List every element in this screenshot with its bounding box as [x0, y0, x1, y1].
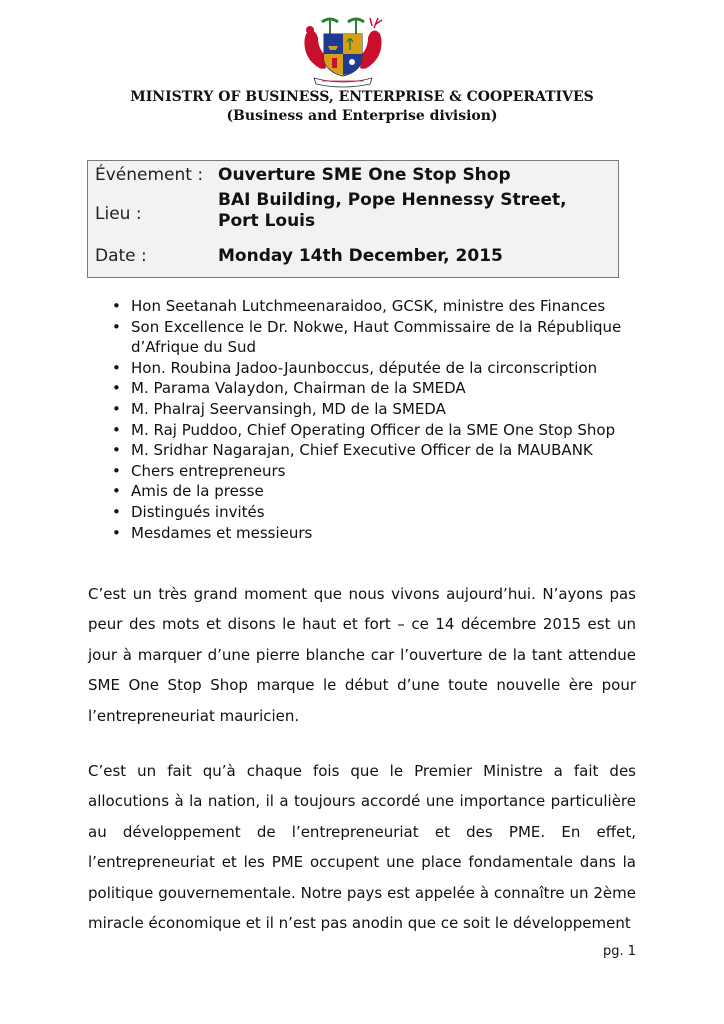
- event-info-box: [87, 160, 619, 278]
- list-item: [112, 358, 652, 379]
- bullet-icon: •: [112, 523, 121, 542]
- bullet-icon: •: [112, 297, 121, 315]
- location-value: BAI Building, Pope Hennessy Street, Port Louis: [218, 190, 567, 231]
- bullet-icon: •: [112, 358, 121, 377]
- list-item-text: Son Excellence le Dr. Nokwe, Haut Commissaire de la République d’Afrique du Sud: [131, 317, 622, 357]
- coat-of-arms-icon: [300, 14, 386, 88]
- list-item: [112, 420, 652, 441]
- date-value: Monday 14th December, 2015: [218, 246, 503, 266]
- bullet-icon: •: [112, 317, 121, 336]
- location-label: Lieu :: [95, 204, 142, 224]
- list-item: [112, 317, 652, 358]
- list-item: [112, 440, 652, 461]
- salutation-list: [112, 296, 652, 543]
- list-item-text: M. Raj Puddoo, Chief Operating Officer de la SME One Stop Shop: [131, 420, 616, 439]
- bullet-icon: •: [112, 399, 121, 418]
- list-item: [112, 378, 652, 399]
- bullet-icon: •: [112, 379, 121, 398]
- event-value: Ouverture SME One Stop Shop: [218, 165, 511, 185]
- list-item: [112, 461, 652, 482]
- list-item: [112, 296, 652, 317]
- list-item-text: Amis de la presse: [131, 482, 264, 501]
- ministry-division: (Business and Enterprise division): [226, 108, 498, 124]
- list-item-text: Hon Seetanah Lutchmeenaraidoo, GCSK, ministre des Finances: [131, 297, 606, 315]
- ministry-name: MINISTRY OF BUSINESS, ENTERPRISE & COOPERATIVES: [130, 89, 594, 105]
- bullet-icon: •: [112, 461, 121, 480]
- list-item-text: Hon. Roubina Jadoo-Jaunboccus, députée de la circonscription: [131, 358, 598, 377]
- page-number: pg. 1: [602, 944, 636, 959]
- event-label: Événement :: [95, 165, 204, 185]
- list-item-text: M. Sridhar Nagarajan, Chief Executive Officer de la MAUBANK: [131, 441, 593, 460]
- list-item-text: Distingués invités: [131, 502, 265, 521]
- list-item: [112, 502, 652, 523]
- bullet-icon: •: [112, 502, 121, 521]
- list-item: [112, 481, 652, 502]
- bullet-icon: •: [112, 420, 121, 439]
- list-item-text: M. Parama Valaydon, Chairman de la SMEDA: [131, 379, 466, 398]
- date-label: Date :: [95, 246, 147, 266]
- body-paragraph: C’est un très grand moment que nous vivons aujourd’hui. N’ayons pas peur des mots et disons le haut et fort – ce 14 décembre 2015 est un jour à marquer d’une pierre blanche car l’ouverture de la tant attendue SME One Stop Shop marque le début d’une toute nouvelle ère pour l’entrepreneuriat mauricien.: [88, 585, 636, 725]
- list-item: [112, 399, 652, 420]
- list-item-text: M. Phalraj Seervansingh, MD de la SMEDA: [131, 399, 446, 418]
- list-item: [112, 523, 652, 544]
- bullet-icon: •: [112, 441, 121, 460]
- list-item-text: Mesdames et messieurs: [131, 523, 313, 542]
- body-paragraph: C’est un fait qu’à chaque fois que le Premier Ministre a fait des allocutions à la nation, il a toujours accordé une importance particulière au développement de l’entrepreneuriat et des PME. En effet, l’entrepreneuriat et les PME occupent une place fondamentale dans la politique gouvernementale. Notre pays est appelée à connaître un 2ème miracle économique et il n’est pas anodin que ce soit le développement: [88, 762, 636, 933]
- bullet-icon: •: [112, 482, 121, 501]
- list-item-text: Chers entrepreneurs: [131, 461, 286, 480]
